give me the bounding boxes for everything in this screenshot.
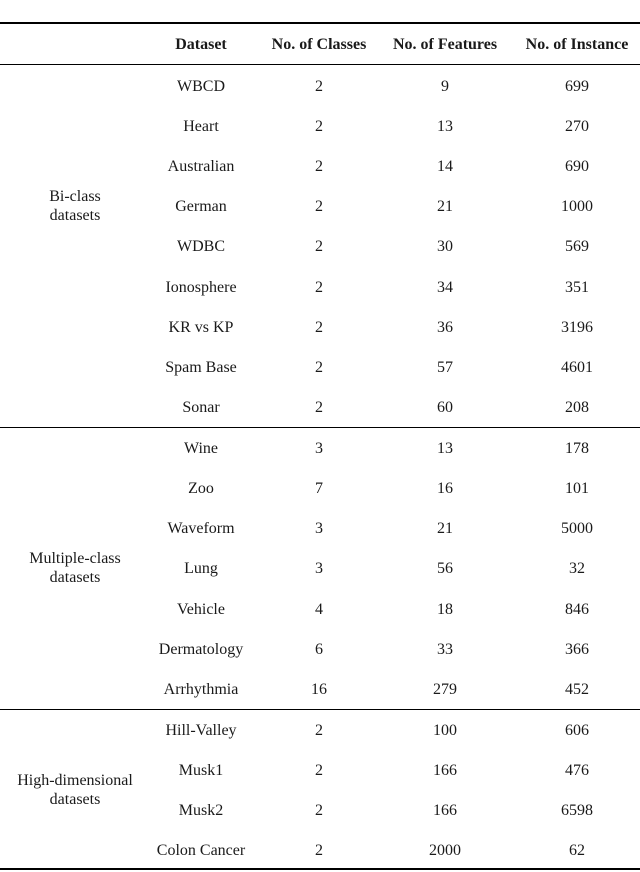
cell-features: 60 bbox=[437, 399, 453, 417]
cell-features: 36 bbox=[437, 318, 453, 336]
group-label-line: datasets bbox=[49, 569, 101, 586]
cell-classes: 16 bbox=[311, 681, 327, 699]
cell-instance: 5000 bbox=[561, 520, 593, 538]
cell-instance: 6598 bbox=[561, 801, 593, 819]
cell-dataset: WDBC bbox=[177, 238, 225, 256]
cell-dataset: Ionosphere bbox=[165, 278, 237, 296]
cell-instance: 208 bbox=[565, 399, 589, 417]
cell-classes: 2 bbox=[315, 761, 323, 779]
cell-features: 14 bbox=[437, 157, 453, 175]
cell-dataset: Spam Base bbox=[165, 358, 237, 376]
cell-dataset: Musk1 bbox=[178, 761, 224, 779]
cell-classes: 2 bbox=[315, 157, 323, 175]
cell-instance: 699 bbox=[565, 77, 589, 95]
group-label-line: datasets bbox=[49, 207, 101, 224]
cell-classes: 7 bbox=[315, 479, 323, 497]
cell-classes: 2 bbox=[315, 841, 323, 859]
cell-classes: 3 bbox=[315, 439, 323, 457]
cell-instance: 476 bbox=[565, 761, 589, 779]
cell-dataset: KR vs KP bbox=[168, 318, 234, 336]
cell-classes: 2 bbox=[315, 721, 323, 739]
cell-instance: 606 bbox=[565, 721, 589, 739]
cell-classes: 4 bbox=[315, 600, 323, 618]
cell-dataset: Vehicle bbox=[177, 600, 225, 618]
group-label-multiple-class bbox=[0, 549, 150, 587]
cell-classes: 6 bbox=[315, 641, 323, 658]
cell-classes: 2 bbox=[315, 238, 323, 256]
cell-instance: 846 bbox=[565, 600, 589, 618]
cell-classes: 2 bbox=[315, 117, 323, 135]
cell-dataset: Sonar bbox=[182, 399, 220, 417]
cell-features: 34 bbox=[437, 278, 453, 296]
cell-classes: 2 bbox=[315, 358, 323, 376]
cell-dataset: Musk2 bbox=[178, 801, 224, 819]
cell-features: 13 bbox=[437, 117, 453, 135]
group-label-line: datasets bbox=[49, 791, 101, 808]
cell-instance: 690 bbox=[565, 157, 589, 175]
column-header-dataset: Dataset bbox=[175, 35, 227, 53]
cell-instance: 101 bbox=[565, 479, 589, 497]
cell-instance: 1000 bbox=[561, 198, 593, 216]
group-label-high-dimensional bbox=[0, 771, 150, 809]
cell-features: 33 bbox=[437, 641, 453, 658]
group-label-line: Bi-class bbox=[49, 188, 101, 205]
cell-dataset: Arrhythmia bbox=[163, 681, 239, 699]
cell-dataset: Zoo bbox=[188, 479, 214, 497]
cell-features: 16 bbox=[437, 479, 453, 497]
group-label-line: Multiple-class bbox=[29, 550, 121, 567]
cell-instance: 178 bbox=[565, 439, 589, 457]
cell-instance: 4601 bbox=[561, 358, 593, 376]
cell-dataset: Colon Cancer bbox=[156, 841, 246, 859]
cell-features: 100 bbox=[433, 721, 457, 739]
cell-classes: 3 bbox=[315, 520, 323, 538]
cell-instance: 32 bbox=[569, 560, 585, 578]
cell-instance: 366 bbox=[565, 641, 589, 658]
cell-classes: 2 bbox=[315, 77, 323, 95]
cell-dataset: Heart bbox=[183, 117, 219, 135]
cell-features: 13 bbox=[437, 439, 453, 457]
cell-classes: 2 bbox=[315, 318, 323, 336]
cell-dataset: Lung bbox=[184, 560, 218, 578]
cell-classes: 3 bbox=[315, 560, 323, 578]
cell-dataset: Waveform bbox=[167, 520, 235, 538]
cell-features: 21 bbox=[437, 198, 453, 216]
cell-dataset: Hill-Valley bbox=[165, 721, 237, 739]
cell-instance: 270 bbox=[565, 117, 589, 135]
cell-features: 56 bbox=[437, 560, 453, 578]
column-header-instance: No. of Instance bbox=[525, 35, 629, 53]
cell-dataset: Wine bbox=[183, 439, 218, 457]
cell-dataset: Australian bbox=[167, 157, 235, 175]
cell-instance: 569 bbox=[565, 238, 589, 256]
cell-classes: 2 bbox=[315, 399, 323, 417]
cell-classes: 2 bbox=[315, 801, 323, 819]
cell-instance: 3196 bbox=[561, 318, 593, 336]
cell-dataset: Dermatology bbox=[158, 641, 244, 658]
cell-features: 21 bbox=[437, 520, 453, 538]
cell-instance: 452 bbox=[565, 681, 589, 699]
cell-features: 166 bbox=[433, 801, 457, 819]
cell-features: 57 bbox=[437, 358, 453, 376]
cell-dataset: WBCD bbox=[177, 77, 225, 95]
group-label-bi-class bbox=[0, 187, 150, 225]
cell-features: 9 bbox=[441, 77, 449, 95]
cell-classes: 2 bbox=[315, 198, 323, 216]
cell-instance: 351 bbox=[565, 278, 589, 296]
cell-features: 166 bbox=[433, 761, 457, 779]
cell-features: 2000 bbox=[429, 841, 461, 859]
cell-dataset: German bbox=[175, 198, 227, 216]
column-header-features: No. of Features bbox=[392, 35, 498, 53]
table-header-rule bbox=[0, 64, 640, 65]
cell-instance: 62 bbox=[569, 841, 585, 859]
column-header-classes: No. of Classes bbox=[271, 35, 367, 53]
group-label-line: High-dimensional bbox=[17, 772, 133, 789]
cell-features: 279 bbox=[433, 681, 457, 699]
cell-classes: 2 bbox=[315, 278, 323, 296]
cell-features: 30 bbox=[437, 238, 453, 256]
cell-features: 18 bbox=[437, 600, 453, 618]
